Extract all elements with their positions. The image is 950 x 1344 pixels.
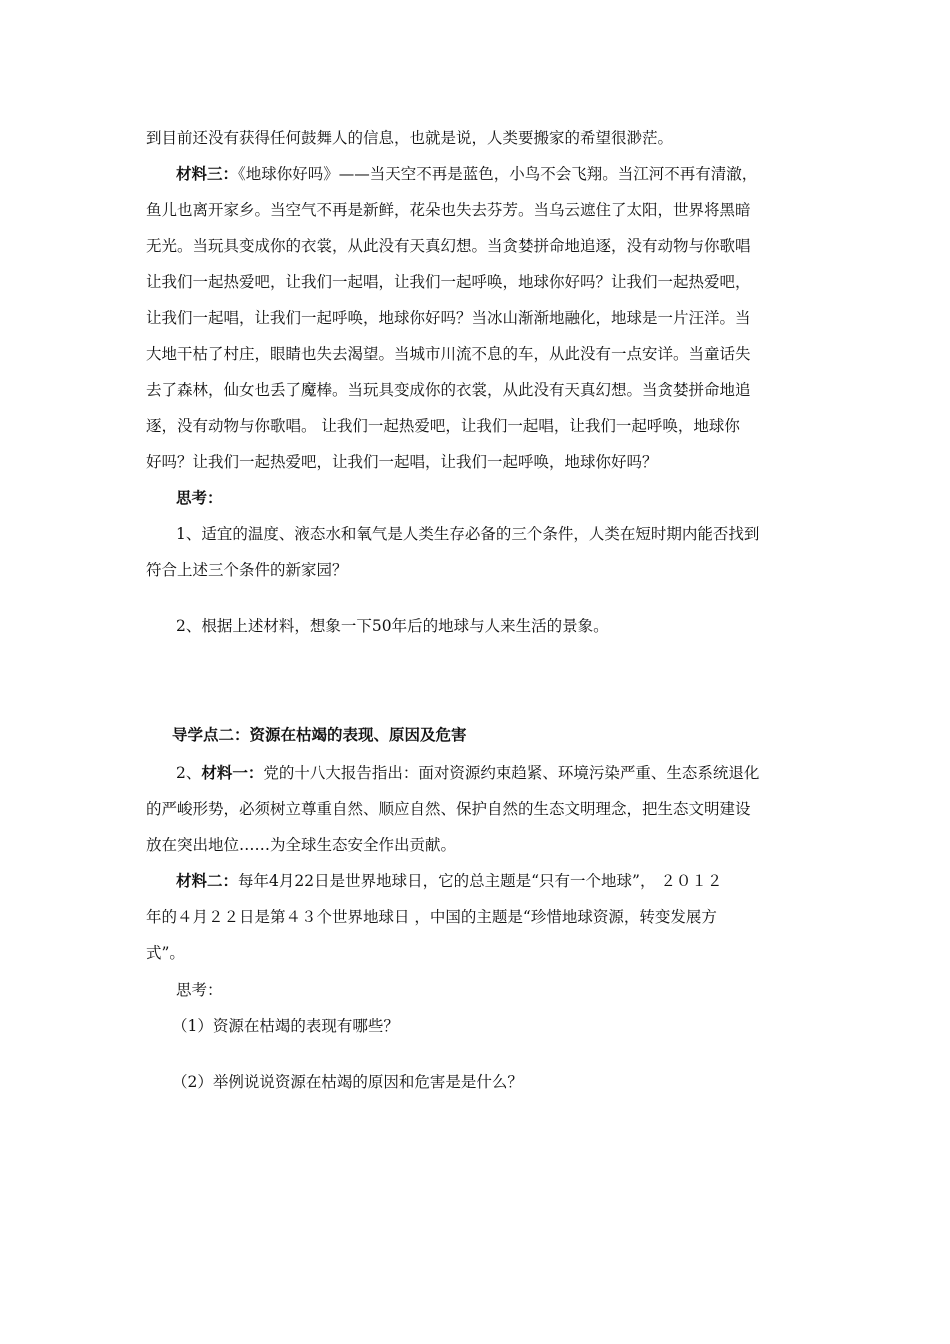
material-two-line: 式”。 [146, 944, 185, 962]
material-one-prefix: 2、 [176, 764, 202, 782]
material-three-label: 材料三： [176, 164, 239, 183]
material-one-line [176, 762, 836, 784]
material-two-label: 材料二： [176, 871, 239, 890]
question-two: 2、根据上述材料，想象一下50年后的地球与人来生活的景象。 [176, 617, 609, 635]
question-one-line: 1、适宜的温度、液态水和氧气是人类生存必备的三个条件，人类在短时期内能否找到 [176, 525, 760, 543]
material-three-text: 《地球你好吗》——当天空不再是蓝色，小鸟不会飞翔。当江河不再有清澈， [238, 165, 758, 183]
section-two-heading: 导学点二：资源在枯竭的表现、原因及危害 [172, 725, 467, 744]
material-one-line: 的严峻形势，必须树立尊重自然、顺应自然、保护自然的生态文明理念，把生态文明建设 [146, 800, 751, 818]
think-heading: 思考： [176, 981, 223, 999]
material-one-text: 党的十八大报告指出：面对资源约束趋紧、环境污染严重、生态系统退化 [263, 764, 760, 782]
think-heading: 思考： [176, 488, 223, 507]
question-four: （2）举例说说资源在枯竭的原因和危害是是什么？ [172, 1073, 523, 1091]
material-three-line: 无光。当玩具变成你的衣裳，从此没有天真幻想。当贪婪拼命地追逐，没有动物与你歌唱 [146, 237, 751, 255]
material-three-line: 大地干枯了村庄，眼睛也失去渴望。当城市川流不息的车，从此没有一点安详。当童话失 [146, 345, 751, 363]
material-three-line: 好吗？让我们一起热爱吧，让我们一起唱，让我们一起呼唤，地球你好吗？ [146, 453, 658, 471]
material-two-line [176, 870, 836, 892]
material-one-label: 材料一： [201, 763, 264, 782]
material-one-line: 放在突出地位……为全球生态安全作出贡献。 [146, 836, 457, 854]
material-three-line: 鱼儿也离开家乡。当空气不再是新鲜，花朵也失去芬芳。当乌云遮住了太阳，世界将黑暗 [146, 201, 751, 219]
question-one-line: 符合上述三个条件的新家园？ [146, 561, 348, 579]
material-two-text: 每年4月22日是世界地球日，它的总主题是“只有一个地球”， ２０１２ [238, 872, 723, 890]
question-three: （1）资源在枯竭的表现有哪些？ [172, 1017, 399, 1035]
material-three-line [176, 163, 836, 185]
material-three-line: 让我们一起热爱吧，让我们一起唱，让我们一起呼唤，地球你好吗？让我们一起热爱吧， [146, 273, 751, 291]
material-three-line: 让我们一起唱，让我们一起呼唤，地球你好吗？当冰山渐渐地融化，地球是一片汪洋。当 [146, 309, 751, 327]
material-three-line: 去了森林，仙女也丢了魔棒。当玩具变成你的衣裳，从此没有天真幻想。当贪婪拼命地追 [146, 381, 751, 399]
paragraph-line: 到目前还没有获得任何鼓舞人的信息，也就是说，人类要搬家的希望很渺茫。 [146, 129, 674, 147]
material-two-line: 年的４月２２日是第４３个世界地球日 ，中国的主题是“珍惜地球资源，转变发展方 [146, 908, 717, 926]
material-three-line: 逐，没有动物与你歌唱。 让我们一起热爱吧，让我们一起唱，让我们一起呼唤，地球你 [146, 417, 740, 435]
